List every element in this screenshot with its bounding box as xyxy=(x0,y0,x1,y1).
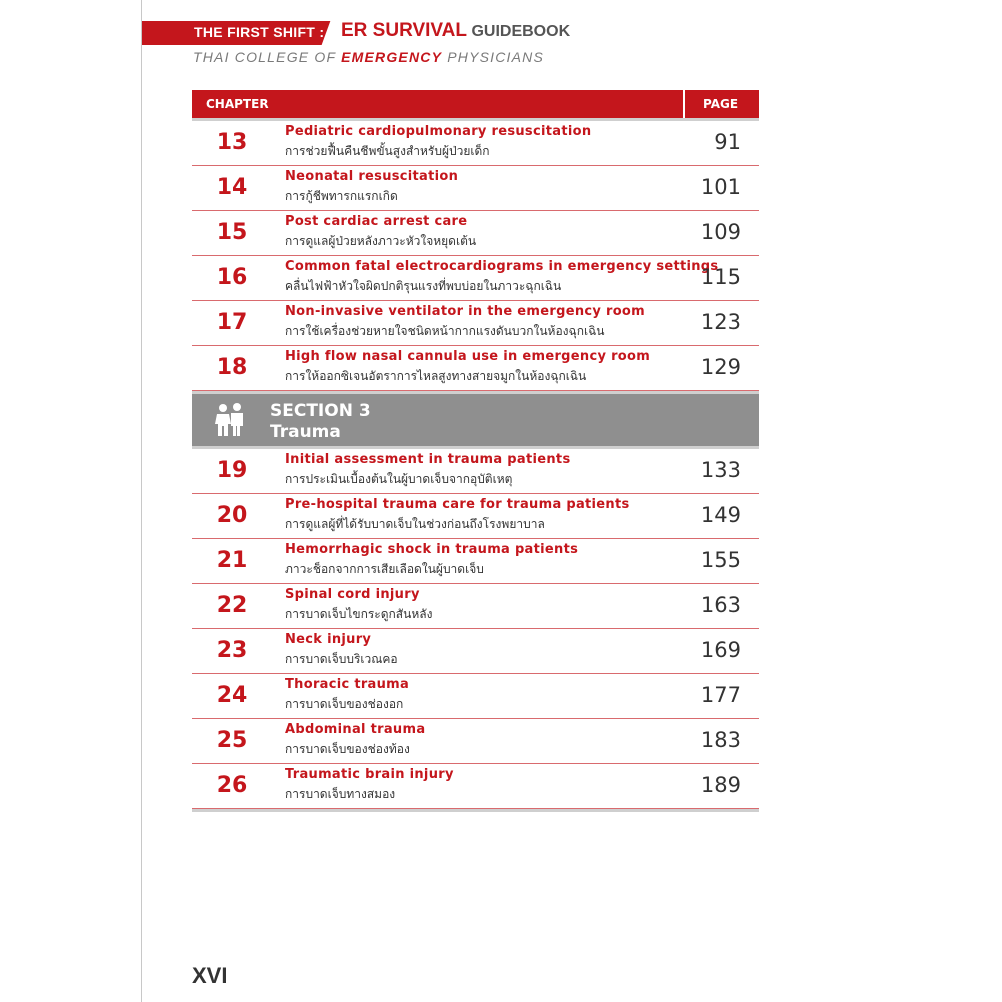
toc-end-rule xyxy=(192,809,759,812)
page-number: 91 xyxy=(714,130,741,154)
chapter-title-th: การประเมินเบื้องต้นในผู้บาดเจ็บจากอุบัติเหตุ xyxy=(285,472,513,486)
toc-row xyxy=(192,211,759,256)
series-label: THE FIRST SHIFT : xyxy=(194,24,325,40)
page-number: 169 xyxy=(700,638,741,662)
page-number: 129 xyxy=(700,355,741,379)
chapter-number: 22 xyxy=(216,593,248,618)
page-number: 177 xyxy=(700,683,741,707)
chapter-number: 20 xyxy=(216,503,248,528)
chapter-title-th: การใช้เครื่องช่วยหายใจชนิดหน้ากากแรงดันบวกในห้องฉุกเฉิน xyxy=(285,324,605,338)
chapter-title-en: Non-invasive ventilator in the emergency room xyxy=(285,304,645,319)
publisher-post: PHYSICIANS xyxy=(442,49,545,65)
book-title-tail: GUIDEBOOK xyxy=(471,23,571,40)
chapter-number: 18 xyxy=(216,355,248,380)
people-icon xyxy=(212,402,248,438)
chapter-title-en: Thoracic trauma xyxy=(285,677,410,692)
chapter-title-th: การดูแลผู้ที่ได้รับบาดเจ็บในช่วงก่อนถึงโรงพยาบาล xyxy=(285,517,545,531)
toc-row xyxy=(192,346,759,391)
chapter-title-th: การดูแลผู้ป่วยหลังภาวะหัวใจหยุดเต้น xyxy=(285,234,477,248)
chapter-title-en: Hemorrhagic shock in trauma patients xyxy=(285,542,579,557)
chapter-title-th: การกู้ชีพทารกแรกเกิด xyxy=(285,189,398,203)
table-of-contents xyxy=(192,90,759,812)
chapter-list-b xyxy=(192,449,759,809)
page-number: 183 xyxy=(700,728,741,752)
chapter-number: 19 xyxy=(216,458,248,483)
chapter-number: 13 xyxy=(216,130,248,155)
page-number: 115 xyxy=(700,265,741,289)
chapter-title-en: Post cardiac arrest care xyxy=(285,214,468,229)
chapter-title-th: การบาดเจ็บบริเวณคอ xyxy=(285,652,398,666)
chapter-title-th: การบาดเจ็บของช่องท้อง xyxy=(285,742,410,756)
chapter-title-en: Spinal cord injury xyxy=(285,587,420,602)
chapter-number: 24 xyxy=(216,683,248,708)
toc-row xyxy=(192,166,759,211)
chapter-title-en: Pre-hospital trauma care for trauma patients xyxy=(285,497,630,512)
page-number: 149 xyxy=(700,503,741,527)
chapter-number: 17 xyxy=(216,310,248,335)
chapter-title-th: การบาดเจ็บไขกระดูกสันหลัง xyxy=(285,607,433,621)
chapter-number: 15 xyxy=(216,220,248,245)
toc-row xyxy=(192,449,759,494)
toc-row xyxy=(192,539,759,584)
page-number: 133 xyxy=(700,458,741,482)
chapter-number: 26 xyxy=(216,773,248,798)
toc-row xyxy=(192,494,759,539)
toc-row xyxy=(192,121,759,166)
chapter-number: 25 xyxy=(216,728,248,753)
chapter-number: 23 xyxy=(216,638,248,663)
chapter-title-en: Abdominal trauma xyxy=(285,722,426,737)
chapter-list-a xyxy=(192,121,759,391)
chapter-title-th: การช่วยฟื้นคืนชีพขั้นสูงสำหรับผู้ป่วยเด็ก xyxy=(285,144,490,158)
chapter-title-en: Initial assessment in trauma patients xyxy=(285,452,571,467)
toc-row xyxy=(192,674,759,719)
section-name: Trauma xyxy=(270,422,341,442)
chapter-title-th: การให้ออกซิเจนอัตราการไหลสูงทางสายจมูกในห้องฉุกเฉิน xyxy=(285,369,587,383)
page-number: 109 xyxy=(700,220,741,244)
chapter-title-en: High flow nasal cannula use in emergency room xyxy=(285,349,651,364)
chapter-title-th: ภาวะช็อกจากการเสียเลือดในผู้บาดเจ็บ xyxy=(285,562,484,576)
chapter-number: 21 xyxy=(216,548,248,573)
page-number: 123 xyxy=(700,310,741,334)
section-label: SECTION 3 xyxy=(270,401,371,421)
chapter-title-en: Common fatal electrocardiograms in emergency settings xyxy=(285,259,719,274)
page-number: 163 xyxy=(700,593,741,617)
chapter-title-th: การบาดเจ็บของช่องอก xyxy=(285,697,404,711)
chapter-number: 16 xyxy=(216,265,248,290)
chapter-number: 14 xyxy=(216,175,248,200)
chapter-title-en: Neonatal resuscitation xyxy=(285,169,459,184)
chapter-title-th: การบาดเจ็บทางสมอง xyxy=(285,787,396,801)
chapter-title-en: Pediatric cardiopulmonary resuscitation xyxy=(285,124,592,139)
header-divider xyxy=(683,90,685,118)
toc-row xyxy=(192,764,759,809)
toc-row xyxy=(192,301,759,346)
page-number: 101 xyxy=(700,175,741,199)
chapter-title-en: Neck injury xyxy=(285,632,372,647)
col-chapter-header: CHAPTER xyxy=(206,97,269,111)
toc-row xyxy=(192,719,759,764)
book-title-main: ER SURVIVAL xyxy=(341,20,467,41)
publisher-line xyxy=(193,49,544,65)
toc-row xyxy=(192,256,759,301)
page-number: 189 xyxy=(700,773,741,797)
chapter-title-th: คลื่นไฟฟ้าหัวใจผิดปกติรุนแรงที่พบบ่อยในภาวะฉุกเฉิน xyxy=(285,279,562,293)
toc-row xyxy=(192,629,759,674)
toc-row xyxy=(192,584,759,629)
col-page-header: PAGE xyxy=(703,97,739,111)
section-banner xyxy=(192,391,759,449)
toc-header xyxy=(192,90,759,121)
publisher-em: EMERGENCY xyxy=(341,49,443,65)
publisher-pre: THAI COLLEGE OF xyxy=(193,49,342,65)
chapter-title-en: Traumatic brain injury xyxy=(285,767,454,782)
page-number: 155 xyxy=(700,548,741,572)
page-folio: XVI xyxy=(192,963,228,988)
page-gutter-rule xyxy=(141,0,142,1002)
book-title xyxy=(341,20,570,42)
